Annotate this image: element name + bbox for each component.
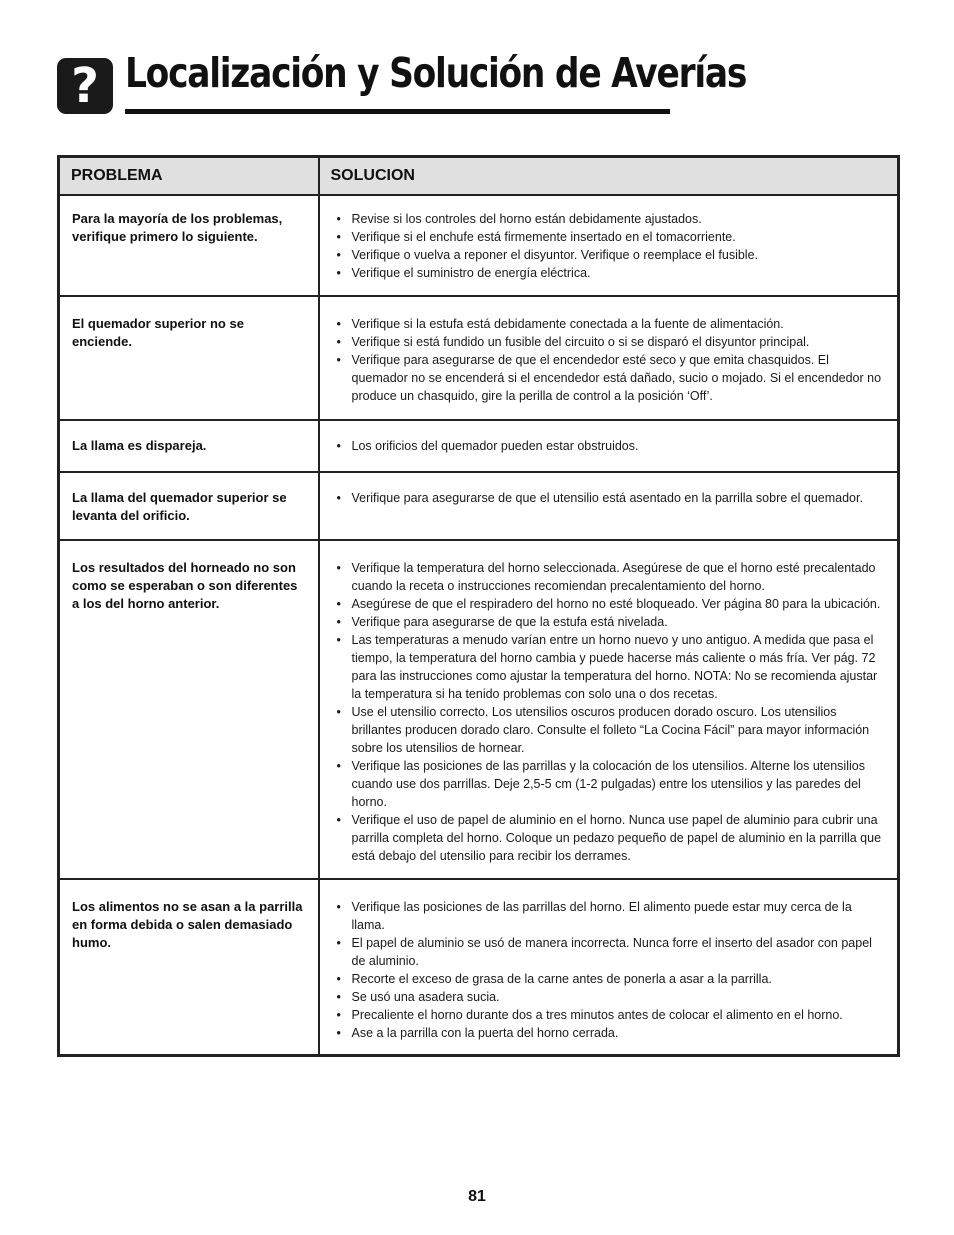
table-row [59, 472, 899, 540]
table-header-row [59, 157, 899, 196]
solution-item: • Verifique si la estufa está debidamente conectada a la fuente de alimentación. [336, 315, 888, 333]
solution-item: • Verifique si está fundido un fusible del circuito o si se disparó el disyuntor principal. [336, 333, 888, 351]
solution-item: • Verifique para asegurarse de que el utensilio está asentado en la parrilla sobre el quemador. [336, 489, 888, 507]
solution-item: • Revise si los controles del horno están debidamente ajustados. [336, 210, 888, 228]
solution-item: • Verifique la temperatura del horno seleccionada. Asegúrese de que el horno esté precalentado cuando la receta o instrucciones recomiendan precalentamiento del horno. [336, 559, 888, 595]
solution-item: • Verifique las posiciones de las parrillas y la colocación de los utensilios. Alterne los utensilios cuando use dos parrillas. Deje 2,5-5 cm (1-2 pulgadas) entre los utensilios y las paredes del horno. [336, 757, 888, 811]
solution-list [336, 559, 888, 865]
solution-item: • Verifique el uso de papel de aluminio en el horno. Nunca use papel de aluminio para cubrir una parrilla completa del horno. Coloque un pedazo pequeño de papel de aluminio en la parrilla que está debajo del utensilio para recibir los derrames. [336, 811, 888, 865]
solution-list [336, 315, 888, 405]
problem-cell: La llama del quemador superior se levanta del orificio. [59, 472, 319, 540]
solution-item: • Verifique para asegurarse de que la estufa está nivelada. [336, 613, 888, 631]
solution-cell [319, 879, 899, 1056]
column-header-solution: SOLUCION [319, 157, 899, 196]
solution-cell [319, 472, 899, 540]
solution-item: • El papel de aluminio se usó de manera incorrecta. Nunca forre el inserto del asador con papel de aluminio. [336, 934, 888, 970]
solution-cell [319, 296, 899, 420]
solution-item: • Verifique para asegurarse de que el encendedor esté seco y que emita chasquidos. El quemador no se encenderá si el encendedor está dañado, sucio o mojado. Si el encendedor no produce un chasquido, gire la perilla de control a la posición ‘Off’. [336, 351, 888, 405]
solution-list [336, 210, 888, 282]
solution-cell [319, 195, 899, 296]
table-row [59, 296, 899, 420]
problem-cell: Los alimentos no se asan a la parrilla en forma debida o salen demasiado humo. [59, 879, 319, 1056]
solution-cell [319, 420, 899, 472]
troubleshooting-table [57, 155, 900, 1057]
solution-item: • Verifique si el enchufe está firmemente insertado en el tomacorriente. [336, 228, 888, 246]
solution-item: • Recorte el exceso de grasa de la carne antes de ponerla a asar a la parrilla. [336, 970, 888, 988]
page-number: 81 [468, 1188, 486, 1205]
solution-item: • Las temperaturas a menudo varían entre un horno nuevo y uno antiguo. A medida que pasa el tiempo, la temperatura del horno cambia y puede hacerse más caliente o más fría. Ver pág. 72 para las instrucciones como ajustar la temperatura del horno. NOTA: No se recomienda ajustar la temperatura si ha tenido problemas con solo una o dos recetas. [336, 631, 888, 703]
problem-cell: El quemador superior no se enciende. [59, 296, 319, 420]
table-row [59, 540, 899, 879]
page-title: Localización y Solución de Averías [125, 49, 747, 97]
solution-item: • Ase a la parrilla con la puerta del horno cerrada. [336, 1024, 888, 1042]
question-mark-icon: ? [57, 58, 113, 114]
solution-item: • Use el utensilio correcto. Los utensilios oscuros producen dorado oscuro. Los utensilios brillantes producen dorado claro. Consulte el folleto “La Cocina Fácil” para mayor información sobre los utensilios de hornear. [336, 703, 888, 757]
solution-cell [319, 540, 899, 879]
problem-cell: La llama es dispareja. [59, 420, 319, 472]
solution-item: • Verifique el suministro de energía eléctrica. [336, 264, 888, 282]
solution-item: • Asegúrese de que el respiradero del horno no esté bloqueado. Ver página 80 para la ubicación. [336, 595, 888, 613]
solution-list [336, 437, 888, 455]
table-row [59, 195, 899, 296]
solution-item: • Precaliente el horno durante dos a tres minutos antes de colocar el alimento en el horno. [336, 1006, 888, 1024]
solution-list [336, 489, 888, 507]
solution-item: • Verifique o vuelva a reponer el disyuntor. Verifique o reemplace el fusible. [336, 246, 888, 264]
solution-item: • Se usó una asadera sucia. [336, 988, 888, 1006]
problem-cell: Para la mayoría de los problemas, verifique primero lo siguiente. [59, 195, 319, 296]
page-header [57, 49, 747, 117]
solution-item: • Los orificios del quemador pueden estar obstruidos. [336, 437, 888, 455]
solution-item: • Verifique las posiciones de las parrillas del horno. El alimento puede estar muy cerca de la llama. [336, 898, 888, 934]
column-header-problem: PROBLEMA [59, 157, 319, 196]
table-row [59, 420, 899, 472]
title-underline [125, 109, 670, 114]
table-row [59, 879, 899, 1056]
problem-cell: Los resultados del horneado no son como se esperaban o son diferentes a los del horno anterior. [59, 540, 319, 879]
solution-list [336, 898, 888, 1042]
